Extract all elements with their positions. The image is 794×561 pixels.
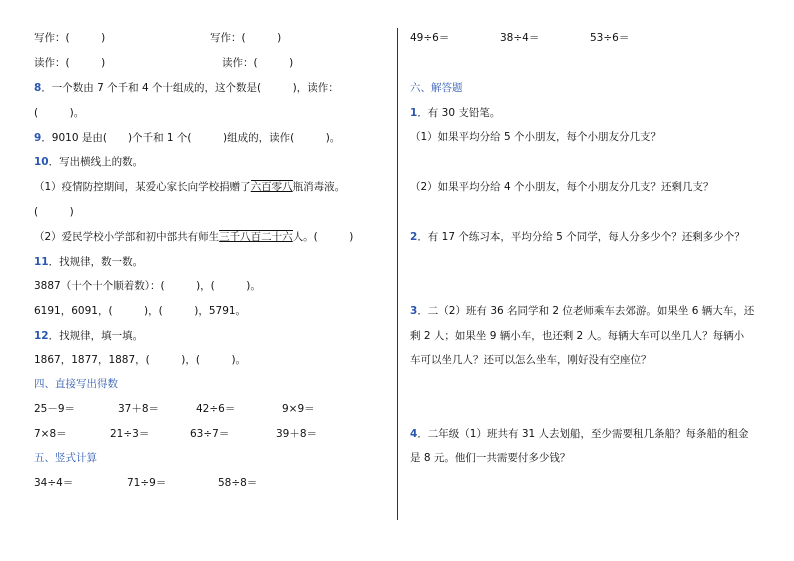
question-10-number: 10 xyxy=(34,156,49,168)
q10-1-prefix: （1）疫情防控期间，某爱心家长向学校捐赠了 xyxy=(34,181,251,193)
problem-1-number: 1 xyxy=(410,107,418,119)
vertical-calc-1: 34÷4＝ xyxy=(34,477,74,489)
write-blank-2: 写作：( ) xyxy=(210,32,282,44)
calc-row-1-item-1: 25－9＝ xyxy=(34,403,76,415)
problem-2 xyxy=(410,230,745,244)
question-10-part-1 xyxy=(34,180,345,194)
problem-2-text: ．有 17 个练习本，平均分给 5 个同学，每人分多少个？还剩多少个？ xyxy=(417,231,745,243)
section-4-heading: 四、直接写出得数 xyxy=(34,378,118,390)
q10-2-suffix: 人。( ) xyxy=(292,231,354,243)
calc-row-1-item-2: 37＋8＝ xyxy=(118,403,160,415)
calc-row-2-item-2: 21÷3＝ xyxy=(110,428,150,440)
problem-2-number: 2 xyxy=(410,231,418,243)
problem-3-line-2: 剩 2 人；如果坐 9 辆小车，也还剩 2 人。每辆大车可以坐几人？每辆小 xyxy=(410,330,745,342)
read-blank-1: 读作：( ) xyxy=(34,57,106,69)
calc-row-1-item-3: 42÷6＝ xyxy=(196,403,236,415)
question-11-b: 6191，6091，( )，( )，5791。 xyxy=(34,305,247,317)
question-11-number: 11 xyxy=(34,256,49,268)
q10-1-suffix: 瓶消毒液。 xyxy=(292,181,346,193)
column-divider xyxy=(397,28,398,520)
problem-3-line-1 xyxy=(410,304,754,318)
problem-4-line-1 xyxy=(410,427,749,441)
problem-4-number: 4 xyxy=(410,428,418,440)
write-blank-1: 写作：( ) xyxy=(34,32,106,44)
vertical-calc-6: 53÷6＝ xyxy=(590,32,630,44)
question-12 xyxy=(34,329,143,343)
problem-1-part-1: （1）如果平均分给 5 个小朋友，每个小朋友分几支？ xyxy=(410,131,662,143)
section-6-heading: 六、解答题 xyxy=(410,82,463,94)
question-8-text: ．一个数由 7 个千和 4 个十组成的，这个数是( )，读作： xyxy=(41,82,339,94)
left-column xyxy=(0,0,395,561)
problem-4-text: ．二年级（1）班共有 31 人去划船，至少需要租几条船？每条船的租金 xyxy=(417,428,749,440)
question-10-part-2 xyxy=(34,230,353,244)
question-12-text: ．找规律，填一填。 xyxy=(48,330,144,342)
calc-row-2-item-1: 7×8＝ xyxy=(34,428,67,440)
question-8 xyxy=(34,81,339,95)
q10-1-underlined: 六百零八 xyxy=(250,181,293,193)
problem-1-part-2: （2）如果平均分给 4 个小朋友，每个小朋友分几支？还剩几支？ xyxy=(410,181,714,193)
q10-2-underlined: 三千八百二十六 xyxy=(219,231,293,243)
question-9-number: 9 xyxy=(34,132,42,144)
question-9-text: ．9010 是由( )个千和 1 个( )组成的，读作( )。 xyxy=(41,132,341,144)
q10-2-prefix: （2）爱民学校小学部和初中部共有师生 xyxy=(34,231,220,243)
vertical-calc-5: 38÷4＝ xyxy=(500,32,540,44)
problem-3-text: ．二（2）班有 36 名同学和 2 位老师乘车去郊游。如果坐 6 辆大车，还 xyxy=(417,305,755,317)
vertical-calc-3: 58÷8＝ xyxy=(218,477,258,489)
problem-1 xyxy=(410,106,500,120)
question-12-number: 12 xyxy=(34,330,49,342)
calc-row-1-item-4: 9×9＝ xyxy=(282,403,315,415)
read-blank-2: 读作：( ) xyxy=(222,57,294,69)
question-10-part-1-answer: ( ) xyxy=(34,206,74,218)
vertical-calc-2: 71÷9＝ xyxy=(127,477,167,489)
problem-3-number: 3 xyxy=(410,305,418,317)
vertical-calc-4: 49÷6＝ xyxy=(410,32,450,44)
question-8-continuation: ( )。 xyxy=(34,107,85,119)
problem-1-text: ．有 30 支铅笔。 xyxy=(417,107,501,119)
calc-row-2-item-4: 39＋8＝ xyxy=(276,428,318,440)
question-11-a: 3887（十个十个顺着数）：( )，( )。 xyxy=(34,280,261,292)
right-column xyxy=(400,0,794,561)
question-8-number: 8 xyxy=(34,82,42,94)
question-9 xyxy=(34,131,340,145)
problem-4-line-2: 是 8 元。他们一共需要付多少钱？ xyxy=(410,452,571,464)
section-5-heading: 五、竖式计算 xyxy=(34,452,97,464)
question-11-text: ．找规律，数一数。 xyxy=(48,256,144,268)
calc-row-2-item-3: 63÷7＝ xyxy=(190,428,230,440)
question-10-text: ．写出横线上的数。 xyxy=(48,156,144,168)
question-10 xyxy=(34,155,143,169)
question-11 xyxy=(34,255,143,269)
question-12-a: 1867，1877，1887，( )，( )。 xyxy=(34,354,247,366)
problem-3-line-3: 车可以坐几人？还可以怎么坐车，刚好没有空座位？ xyxy=(410,354,652,366)
